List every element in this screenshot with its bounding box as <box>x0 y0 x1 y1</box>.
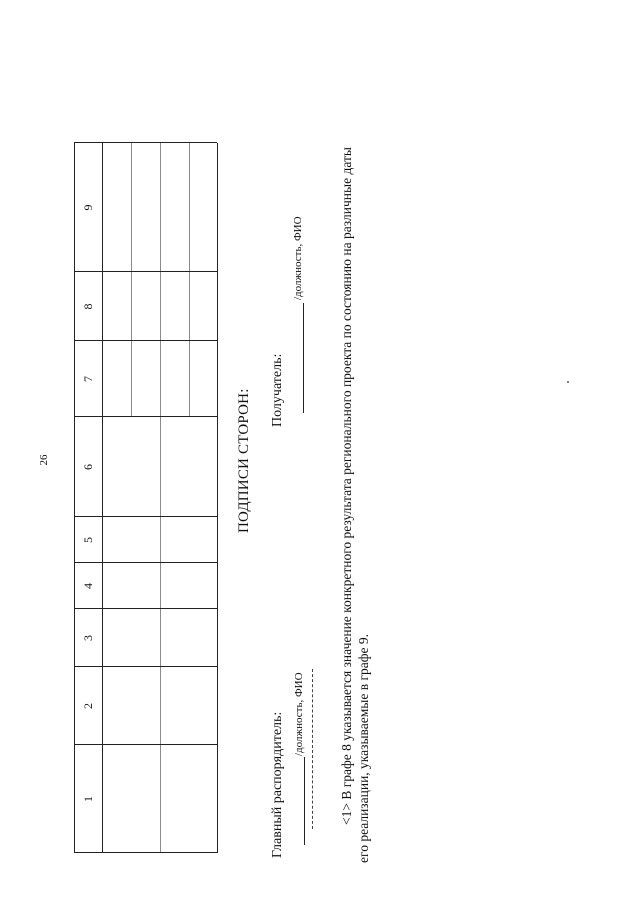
recipient-label: Получатель: <box>270 353 285 427</box>
footnote-line-1: <1> В графе 8 указывается значение конкретного результата регионального проекта по состоянию на различные даты <box>339 147 354 825</box>
chief-manager-dashed-line <box>312 669 313 829</box>
table-row-line <box>131 143 132 417</box>
table-header-7: 7 <box>81 376 95 382</box>
table-header-2: 2 <box>81 703 95 709</box>
table-header-8: 8 <box>81 303 95 310</box>
table-row-line <box>189 143 190 417</box>
footnote-line-2: его реализации, указываемые в графе 9. <box>356 634 371 863</box>
recipient-caption: /должность, ФИО <box>292 216 304 300</box>
chief-manager-label: Главный распорядитель: <box>270 711 285 858</box>
table-header-6: 6 <box>81 464 95 470</box>
table-header-4: 4 <box>81 583 95 589</box>
page-number: 26 <box>38 454 50 466</box>
table-bottom-border <box>217 143 218 853</box>
table-header-1: 1 <box>81 796 95 802</box>
chief-manager-signature-line <box>304 757 305 845</box>
table-header-9: 9 <box>81 204 95 211</box>
chief-manager-caption: /должность, ФИО <box>293 672 305 756</box>
recipient-signature-line <box>303 303 304 413</box>
table-header-3: 3 <box>81 635 95 641</box>
table-row-line <box>160 143 161 853</box>
table-header-border <box>102 143 103 853</box>
table-header-5: 5 <box>81 537 95 543</box>
scan-speck <box>567 381 569 383</box>
signatures-title: ПОДПИСИ СТОРОН: <box>236 388 252 533</box>
